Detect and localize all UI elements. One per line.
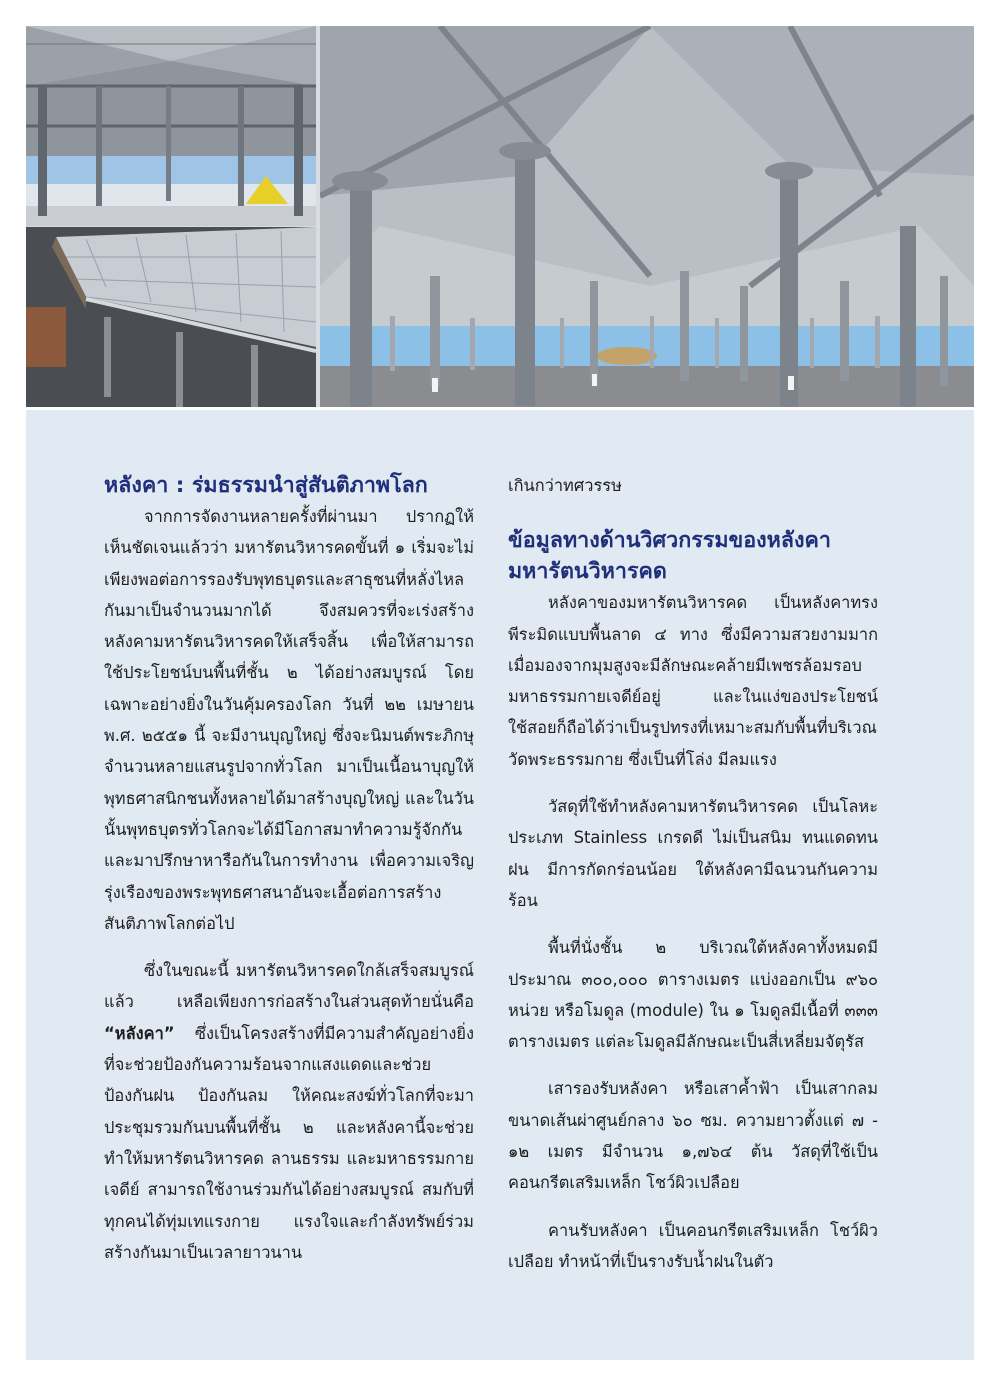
interior-roof-photo [26,26,316,226]
right-column [508,470,878,1277]
right-paragraph-beams: คานรับหลังคา เป็นคอนกรีตเสริมเหล็ก โชว์ผิวเปลือย ทำหน้าที่เป็นรางรับน้ำฝนในตัว [508,1220,878,1271]
photo-strip [26,26,974,407]
emphasis-roof: “หลังคา” [104,1023,175,1043]
left-paragraph-2-end: ซึ่งเป็นโครงสร้างที่มีความสำคัญอย่างยิ่ง ที่จะช่วยป้องกันความร้อนจากแสงแดดและช่วยป้องกันฝน ป้องกันลม ให้คณะสงฆ์ทั่วโลกที่จะมาประชุมรวมกันบนพื้นที่ชั้น ๒ และหลังคานี้จะช่วยทำให้มหารัตนวิหารคด ลานธรรม และมหาธรรมกายเจดีย์ สามารถใช้งานร่วมกันได้อย่างสมบูรณ์ สมกับที่ทุกคนได้ทุ่มเทแรงกาย แรงใจและกำลังทรัพย์ร่วมสร้างกันมาเป็นเวลายาวนาน [104,1023,474,1262]
continued-text: เกินกว่าทศวรรษ [508,476,622,495]
left-paragraph-1: จากการจัดงานหลายครั้งที่ผ่านมา ปรากฏให้เห็นชัดเจนแล้วว่า มหารัตนวิหารคดขั้นที่ ๑ เริ่มจะไม่เพียงพอต่อการรองรับพุทธบุตรและสาธุชนที่หลั่งไหลกันมาเป็นจำนวนมากได้ จึงสมควรที่จะเร่งสร้างหลังคามหารัตนวิหารคดให้เสร็จสิ้น เพื่อให้สามารถใช้ประโยชน์บนพื้นที่ชั้น ๒ ได้อย่างสมบูรณ์ โดยเฉพาะอย่างยิ่งในวันคุ้มครองโลก วันที่ ๒๒ เมษายน พ.ศ. ๒๕๕๑ นี้ จะมีงานบุญใหญ่ ซึ่งจะนิมนต์พระภิกษุจำนวนหลายแสนรูปจากทั่วโลก มาเป็นเนื้อนาบุญให้พุทธศาสนิกชนทั้งหลายได้มาสร้างบุญใหญ่ และในวันนั้นพุทธบุตรทั่วโลกจะได้มีโอกาสมาทำความรู้จักกัน และมาปรึกษาหารือกันในการทำงาน เพื่อความเจริญรุ่งเรืองของพระพุทธศาสนาอันจะเอื้อต่อการสร้างสันติภาพโลกต่อไป [104,507,474,933]
left-paragraph-2-start: ซึ่งในขณะนี้ มหารัตนวิหารคดใกล้เสร็จสมบูรณ์แล้ว เหลือเพียงการก่อสร้างในส่วนสุดท้ายนั่นคือ [104,961,474,1012]
section-heading-engineering-line2: มหารัตนวิหารคด [508,559,667,585]
right-paragraph-columns: เสารองรับหลังคา หรือเสาค้ำฟ้า เป็นเสากลมขนาดเส้นผ่าศูนย์กลาง ๖๐ ซม. ความยาวตั้งแต่ ๗ - ๑๒ เมตร มีจำนวน ๑,๗๖๔ ต้น วัสดุที่ใช้เป็นคอนกรีตเสริมเหล็ก โชว์ผิวเปลือย [508,1079,878,1193]
right-paragraph-area: พื้นที่นั่งชั้น ๒ บริเวณใต้หลังคาทั้งหมดมีประมาณ ๓๐๐,๐๐๐ ตารางเมตร แบ่งออกเป็น ๙๖๐ หน่วย หรือโมดูล (module) ใน ๑ โมดูลมีเนื้อที่ ๓๓๓ ตารางเมตร แต่ละโมดูลมีลักษณะเป็นสี่เหลี่ยมจัตุรัส [508,938,878,1052]
right-paragraph-material: วัสดุที่ใช้ทำหลังคามหารัตนวิหารคด เป็นโลหะประเภท Stainless เกรดดี ไม่เป็นสนิม ทนแดดทนฝน มีการกัดกร่อนน้อย ใต้หลังคามีฉนวนกันความร้อน [508,797,878,910]
left-paragraph-2 [104,955,474,1268]
left-column [104,470,474,1268]
section-heading-roof-dhamma: หลังคา : ร่มธรรมนำสู่สันติภาพโลก [104,473,428,498]
roof-modules-photo [26,227,316,407]
column-hall-photo [320,26,974,407]
right-paragraph-roof-shape: หลังคาของมหารัตนวิหารคด เป็นหลังคาทรงพีระมิดแบบพื้นลาด ๔ ทาง ซึ่งมีความสวยงามมาก เมื่อมองจากมุมสูงจะมีลักษณะคล้ายมีเพชรล้อมรอบมหาธรรมกายเจดีย์อยู่ และในแง่ของประโยชน์ใช้สอยก็ถือได้ว่าเป็นรูปทรงที่เหมาะสมกับพื้นที่บริเวณวัดพระธรรมกาย ซึ่งเป็นที่โล่ง มีลมแรง [508,593,878,769]
section-heading-engineering-line1: ข้อมูลทางด้านวิศวกรรมของหลังคา [508,528,831,554]
